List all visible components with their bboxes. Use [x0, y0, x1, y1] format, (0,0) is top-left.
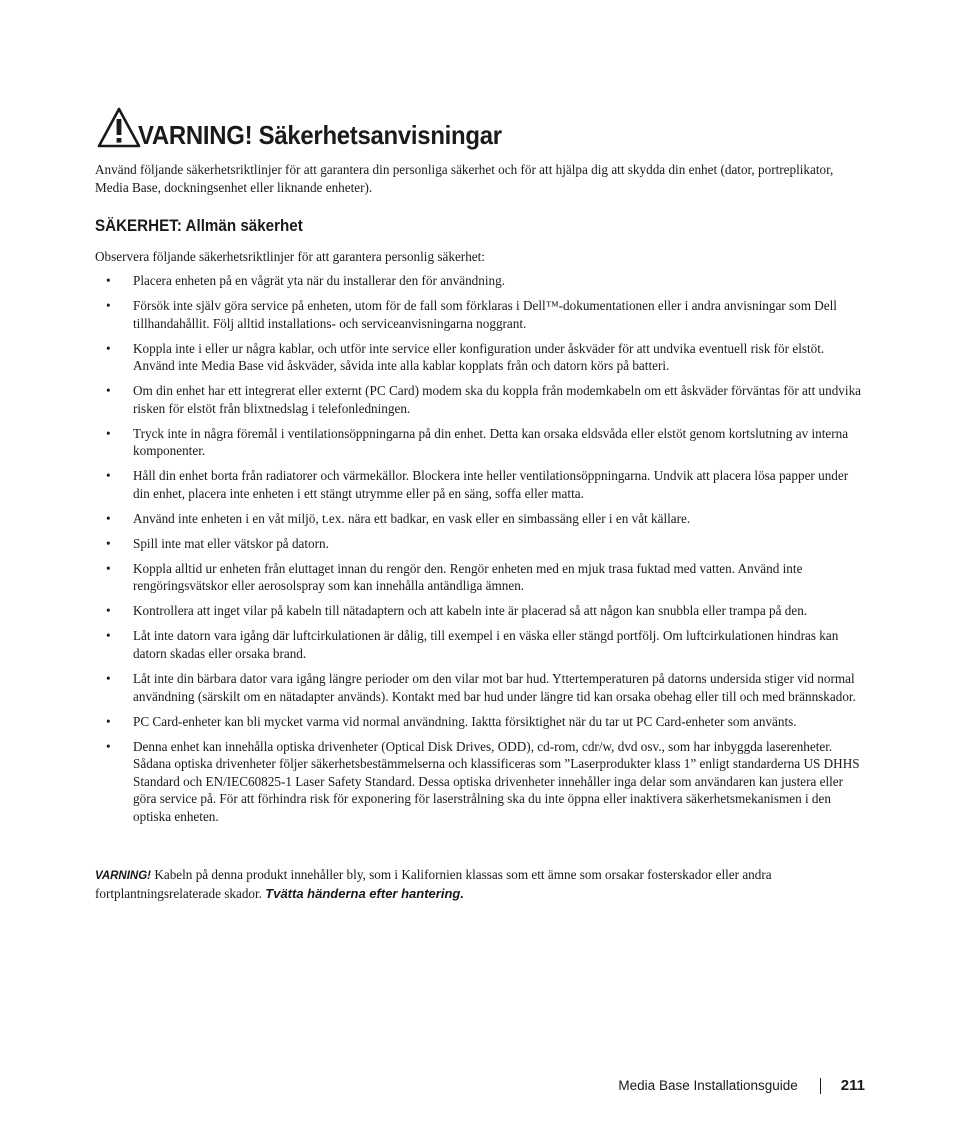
list-item	[95, 670, 865, 705]
list-item-text: Håll din enhet borta från radiatorer och värmekällor. Blockera inte heller ventilationsöppningarna. Undvik att placera lösa papper under din enhet, placera inte enheten i ett stängt utrymme eller på en säng, soffa eller matta.	[133, 468, 849, 501]
footer-doc-title: Media Base Installationsguide	[618, 1078, 798, 1093]
bullet-mark: •	[106, 468, 111, 484]
bullet-mark: •	[106, 560, 111, 576]
list-item	[95, 467, 865, 502]
list-item	[95, 425, 865, 460]
list-item	[95, 382, 865, 417]
bullet-mark: •	[106, 603, 111, 619]
list-item-text: Koppla inte i eller ur några kablar, och utför inte service eller konfiguration under åskväder för att undvika eventuell risk för elstöt. Använd inte Media Base vid åskväder, såvida inte alla kablar kopplats från och datorn körs på batteri.	[133, 340, 825, 374]
list-item-text: Använd inte enheten i en våt miljö, t.ex. nära ett badkar, en vask eller en simbassäng eller i en våt källare.	[133, 510, 691, 526]
list-item	[95, 340, 865, 375]
intro-paragraph: Använd följande säkerhetsriktlinjer för att garantera din personliga säkerhet och för att hjälpa dig att skydda din enhet (dator, portreplikator, Media Base, dockningsenhet eller liknande enheter).	[95, 162, 834, 195]
warning-text: Kabeln på denna produkt innehåller bly, som i Kalifornien klassas som ett ämne som orsakar fosterskador eller andra fortplantningsrelaterade skador.	[95, 867, 772, 901]
bullet-mark: •	[106, 425, 111, 441]
list-item	[95, 738, 865, 826]
list-item-text: Försök inte själv göra service på enheten, utom för de fall som förklaras i Dell™-dokumentationen eller i andra anvisningar som Dell tillhandahållit. Följ alltid installations- och serviceanvisningarna noggrant.	[133, 297, 837, 331]
list-item	[95, 627, 865, 662]
lead-warning-note	[95, 866, 865, 903]
warning-triangle-icon	[96, 106, 142, 150]
bullet-mark: •	[106, 670, 111, 686]
list-item-text: Spill inte mat eller vätskor på datorn.	[133, 535, 329, 551]
list-item-text: Låt inte din bärbara dator vara igång längre perioder om den vilar mot bar hud. Yttertemperaturen på datorns undersida stiger vid normal användning (särskilt om en nätadapter används). Kontakt med bar hud under längre tid kan orsaka obehag eller till och med brännskador.	[133, 670, 856, 704]
list-item	[95, 272, 865, 290]
bullet-mark: •	[106, 273, 111, 288]
list-item-text: Om din enhet har ett integrerat eller externt (PC Card) modem ska du koppla från modemkabeln om ett åskväder förväntas för att undvika risken för elstöt från blixtnedslag i telefonledningen.	[133, 383, 862, 416]
list-item	[95, 297, 865, 332]
list-item-text: Kontrollera att inget vilar på kabeln till nätadaptern och att kabeln inte är placerad så att någon kan snubbla eller trampa på den.	[133, 603, 808, 619]
bullet-mark: •	[106, 383, 111, 399]
safety-guideline-list	[95, 272, 865, 833]
page-heading	[96, 106, 533, 150]
list-item-text: Placera enheten på en vågrät yta när du installerar den för användning.	[133, 273, 506, 288]
list-item	[95, 713, 865, 731]
bullet-mark: •	[106, 713, 111, 729]
list-item-text: Denna enhet kan innehålla optiska drivenheter (Optical Disk Drives, ODD), cd-rom, cdr/w, dvd osv., som har inbyggda laserenheter. Sådana optiska drivenheter följer säkerhetsbestämmelserna och klassificeras som ”Laserprodukter klass 1” enligt standarderna US DHHS Standard och EN/IEC60825-1 Laser Safety Standard. Dessa optiska drivenheter innehåller inga delar som användaren kan justera eller göra service på. För att förhindra risk för exponering för laserstrålning ska du inte öppna eller inaktivera säkerhetsmekanismen i den optiska enheten.	[133, 738, 860, 824]
list-item	[95, 602, 865, 620]
warning-emphasis: Tvätta händerna efter hantering.	[265, 886, 464, 901]
page-number: 211	[840, 1077, 865, 1094]
bullet-mark: •	[106, 738, 111, 754]
footer-divider	[820, 1078, 821, 1094]
list-item	[95, 510, 865, 528]
section-lead: Observera följande säkerhetsriktlinjer för att garantera personlig säkerhet:	[95, 249, 485, 264]
bullet-mark: •	[106, 510, 111, 526]
list-item-text: Tryck inte in några föremål i ventilationsöppningarna på din enhet. Detta kan orsaka eldsvåda eller elstöt genom kortslutning av interna komponenter.	[133, 425, 849, 459]
bullet-mark: •	[106, 628, 111, 644]
bullet-mark: •	[106, 340, 111, 356]
list-item-text: PC Card-enheter kan bli mycket varma vid normal användning. Iaktta försiktighet när du tar ut PC Card-enheter som använts.	[133, 713, 797, 729]
bullet-mark: •	[106, 297, 111, 313]
list-item	[95, 560, 865, 595]
list-item-text: Låt inte datorn vara igång där luftcirkulationen är dålig, till exempel i en väska eller stängd portfölj. Om luftcirkulationen hindras kan datorn skadas eller orsaka brand.	[133, 628, 839, 661]
list-item-text: Koppla alltid ur enheten från eluttaget innan du rengör den. Rengör enheten med en mjuk trasa fuktad med vatten. Använd inte rengöringsvätskor eller aerosolspray som kan innehålla antändliga ämnen.	[133, 560, 803, 594]
warning-label: VARNING!	[95, 870, 152, 882]
section-heading: SÄKERHET: Allmän säkerhet	[95, 217, 303, 235]
page-footer	[618, 1077, 865, 1094]
bullet-mark: •	[106, 535, 111, 551]
list-item	[95, 535, 865, 553]
page-title: VARNING! Säkerhetsanvisningar	[138, 120, 502, 150]
